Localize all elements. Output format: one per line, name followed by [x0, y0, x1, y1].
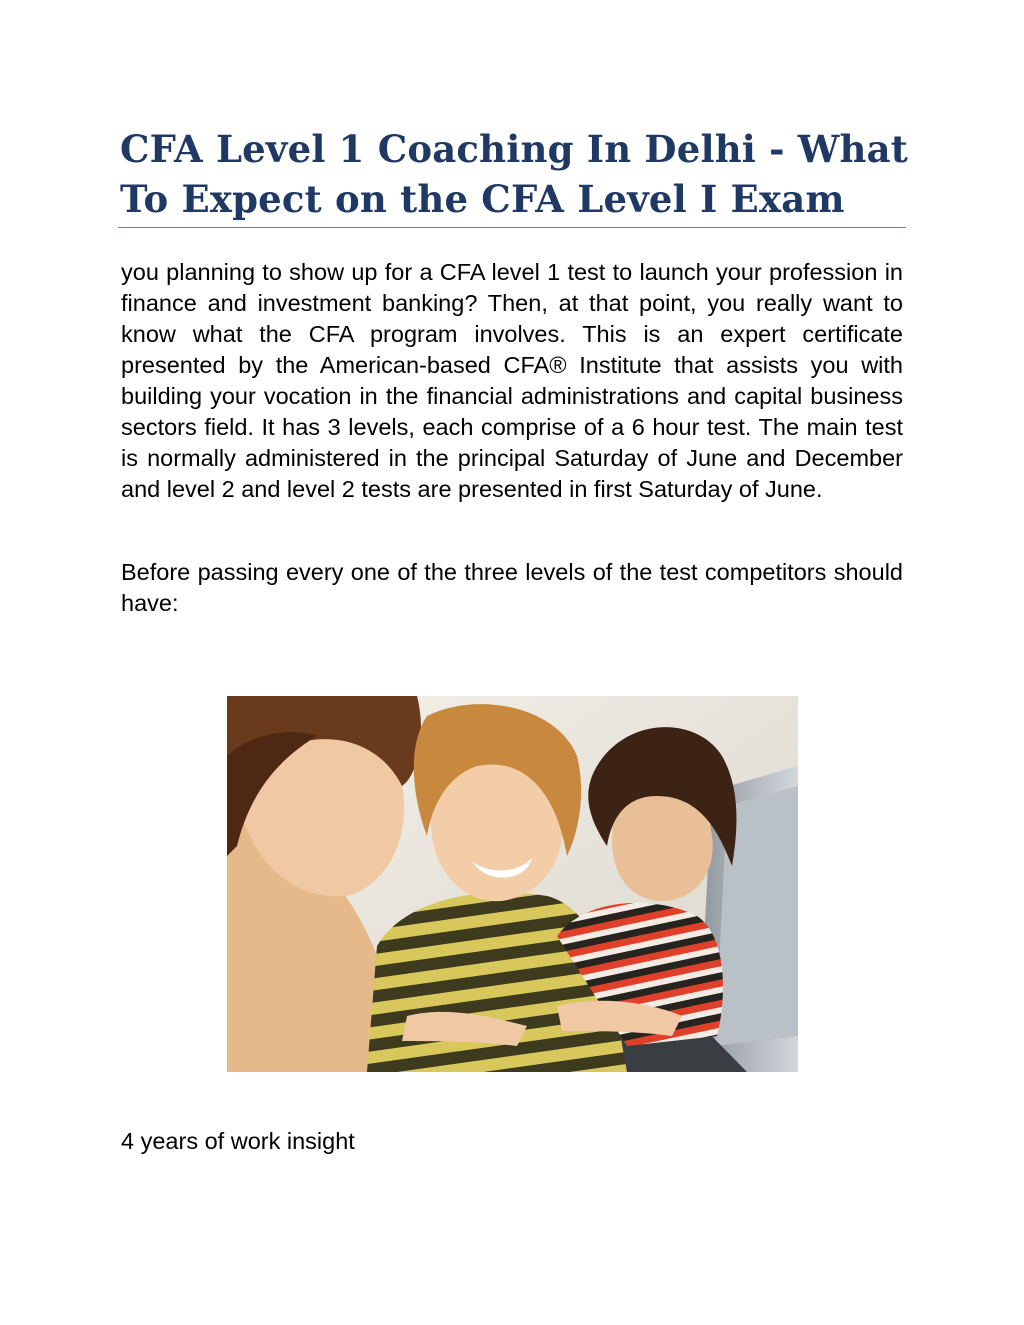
photo-illustration [227, 696, 798, 1072]
intro-paragraph: you planning to show up for a CFA level 1 test to launch your profession in finance and investment banking? Then, at that point, you really want to know what the CFA program involves. This is an expert certificate presented by the American-based CFA® Institute that assists you with building your vocation in the financial administrations and capital business sectors field. It has 3 levels, each comprise of a 6 hour test. The main test is normally administered in the principal Saturday of June and December and level 2 and level 2 tests are presented in first Saturday of June. [121, 259, 903, 502]
list-item-work-experience: 4 years of work insight [121, 1128, 355, 1154]
requirements-paragraph: Before passing every one of the three levels of the test competitors should have: [121, 559, 903, 616]
students-laptop-photo [227, 696, 798, 1072]
page-title: CFA Level 1 Coaching In Delhi - What To Expect on the CFA Level I Exam [120, 127, 909, 221]
title-underline [118, 227, 906, 228]
